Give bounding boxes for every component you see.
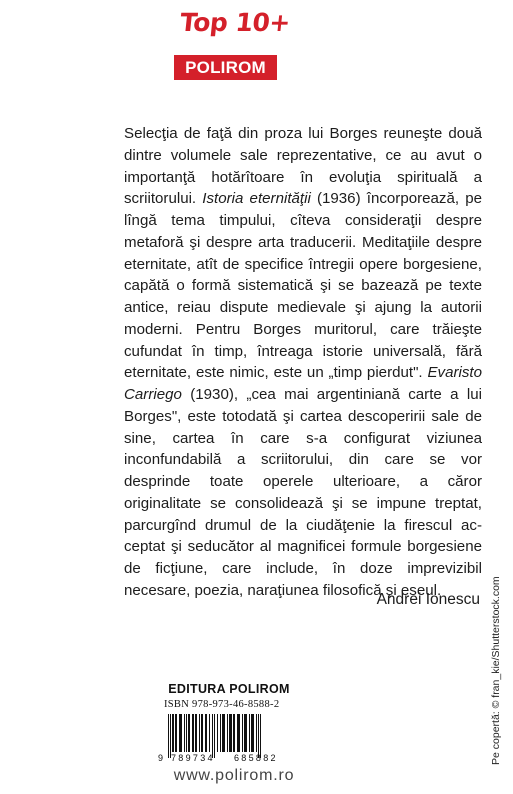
barcode-bar (242, 714, 243, 752)
publisher-name: EDITURA POLIROM (168, 682, 290, 696)
barcode-bar (220, 714, 221, 752)
cover-image-credit: Pe copertă: © fran_kie/Shutterstock.com (490, 576, 502, 765)
barcode-bar (249, 714, 250, 752)
barcode-bar (201, 714, 203, 752)
barcode-bar (179, 714, 182, 752)
barcode-bar (170, 714, 171, 758)
barcode-bar (227, 714, 228, 752)
barcode-bar (175, 714, 177, 752)
publisher-badge: POLIROM (174, 55, 277, 80)
isbn-number: ISBN 978-973-46-8588-2 (164, 699, 280, 710)
barcode-bar (260, 714, 261, 758)
barcode-bar (199, 714, 200, 752)
barcode-bar (256, 714, 257, 752)
barcode-bar (188, 714, 190, 752)
blurb-text-2: (1936) încorporează, pe lîngă tema timpului, cîteva consideraţii despre metaforă şi despre arta traducerii. Meditaţiile despre eternitate, atît de specifice întregii opere borgesiene, capătă o formă sistematică şi se bazează pe texte antice, reiau dispute medievale şi ajung la autorii moderni. Pentru Borges muritorul, care trăieşte cufundat în timp, întreaga istorie universală, fără eternitate, este nimic, este un „timp pierdut". (124, 190, 483, 382)
barcode-left-digits: 789734 (171, 753, 215, 763)
barcode-right-digits: 685882 (234, 753, 278, 763)
barcode-bar (244, 714, 247, 752)
barcode-bar (222, 714, 225, 752)
blurb-text-1: Selecţia de faţă din proza lui Borges reuneşte două dintre volumele sale reprezentative, ce au avut o importanţă hotărîtoare în evoluţia spirituală a scriitorului. (124, 125, 482, 208)
barcode-bar (186, 714, 187, 752)
barcode-bar (251, 714, 254, 752)
barcode-bar (229, 714, 232, 752)
barcode-bar (214, 714, 215, 758)
back-cover-blurb (124, 123, 482, 602)
book-title-carriego: Evaristo Carriego (124, 364, 482, 403)
barcode-bar (258, 714, 259, 758)
barcode-bar (212, 714, 213, 758)
barcode-bar (195, 714, 197, 752)
barcode-bar (233, 714, 235, 752)
barcode-bar (168, 714, 169, 758)
barcode-bar (209, 714, 210, 752)
series-logo: Top 10+ (178, 8, 292, 37)
blurb-author: Andrei Ionescu (376, 591, 480, 608)
barcode-bar (192, 714, 194, 752)
barcode-bar (172, 714, 174, 752)
publisher-website: www.polirom.ro (173, 767, 295, 784)
blurb-text-3: (1930), „cea mai argentiniană carte a lui Borges", este totodată şi cartea descoperirii sale de sine, cartea în care s-a configurat viziunea inconfundabilă a scriitorului, din care se vor desprinde toate operele ulterioare, a căror originalitate se consolidează şi se impune treptat, parcurgînd drumul de la ciudăţenie la firescul acceptat şi seducător al magnificei formule borgesiene de ficţiune, care include, în doze imprevizibil necesare, poezia, naraţiunea filosofică şi eseul. (124, 386, 482, 599)
book-title-istoria: Istoria eternităţii (202, 190, 311, 208)
isbn-barcode (157, 713, 305, 763)
barcode-bar (237, 714, 240, 752)
blurb-paragraph (124, 123, 482, 602)
barcode-bar (217, 714, 218, 752)
barcode-lead-digit: 9 (158, 753, 164, 763)
barcode-bar (205, 714, 207, 752)
barcode-bar (184, 714, 185, 752)
barcode-bars (168, 714, 261, 758)
